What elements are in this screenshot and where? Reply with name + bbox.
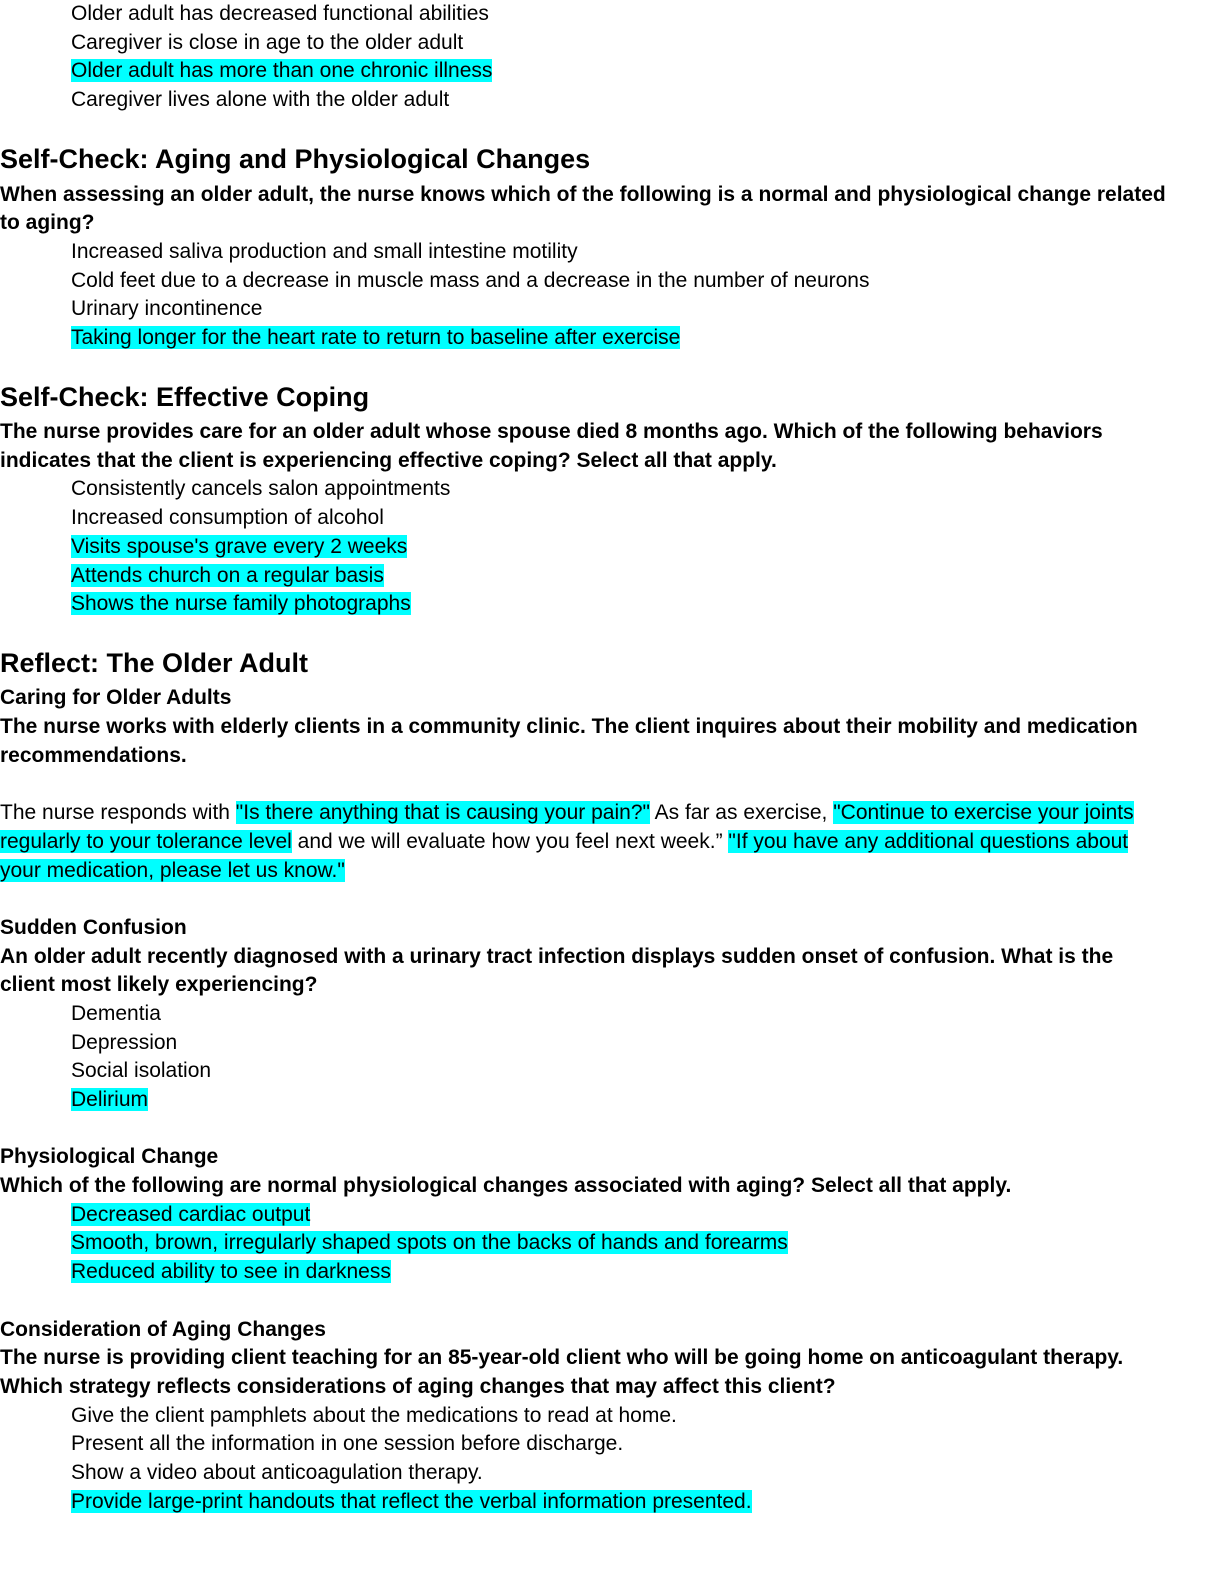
question-text: Which of the following are normal physiological changes associated with aging? Select all that apply.	[0, 1174, 1012, 1197]
response-paragraph: The nurse responds with "Is there anything that is causing your pain?" As far as exercise, "Continue to exercise your joints	[0, 801, 1134, 824]
question-text: recommendations.	[0, 744, 187, 767]
answer-option-correct: Visits spouse's grave every 2 weeks	[71, 535, 408, 558]
section-heading: Self-Check: Effective Coping	[0, 382, 370, 412]
question-text: to aging?	[0, 211, 95, 234]
subsection-heading: Caring for Older Adults	[0, 686, 232, 709]
answer-option-correct: Shows the nurse family photographs	[71, 592, 411, 615]
subsection-heading: Consideration of Aging Changes	[0, 1318, 326, 1341]
answer-option-correct: Smooth, brown, irregularly shaped spots on the backs of hands and forearms	[71, 1231, 788, 1254]
answer-option-correct: Older adult has more than one chronic illness	[71, 59, 493, 82]
answer-option: Social isolation	[71, 1059, 212, 1082]
section-heading: Reflect: The Older Adult	[0, 648, 309, 678]
answer-option: Cold feet due to a decrease in muscle mass and a decrease in the number of neurons	[71, 269, 870, 292]
question-text: Which strategy reflects considerations of aging changes that may affect this client?	[0, 1375, 836, 1398]
answer-option: Give the client pamphlets about the medications to read at home.	[71, 1404, 677, 1427]
question-text: The nurse is providing client teaching for an 85-year-old client who will be going home on anticoagulant therapy.	[0, 1346, 1124, 1369]
answer-option: Caregiver lives alone with the older adult	[71, 88, 450, 111]
answer-option: Urinary incontinence	[71, 297, 263, 320]
answer-option: Increased saliva production and small intestine motility	[71, 240, 578, 263]
question-text: client most likely experiencing?	[0, 973, 318, 996]
section-heading: Self-Check: Aging and Physiological Changes	[0, 144, 591, 174]
answer-option-correct: Attends church on a regular basis	[71, 564, 384, 587]
subsection-heading: Sudden Confusion	[0, 916, 187, 939]
subsection-heading: Physiological Change	[0, 1145, 219, 1168]
answer-option: Older adult has decreased functional abilities	[71, 2, 489, 25]
answer-option: Show a video about anticoagulation therapy.	[71, 1461, 483, 1484]
answer-option-correct: Taking longer for the heart rate to return to baseline after exercise	[71, 326, 681, 349]
answer-option-correct: Reduced ability to see in darkness	[71, 1260, 391, 1283]
answer-option: Dementia	[71, 1002, 161, 1025]
answer-option: Consistently cancels salon appointments	[71, 477, 451, 500]
question-text: The nurse works with elderly clients in a community clinic. The client inquires about their mobility and medication	[0, 715, 1138, 738]
response-paragraph: regularly to your tolerance level and we will evaluate how you feel next week.” "If you have any additional questions about	[0, 830, 1129, 853]
answer-option-correct: Decreased cardiac output	[71, 1203, 311, 1226]
question-text: indicates that the client is experiencing effective coping? Select all that apply.	[0, 449, 777, 472]
answer-option: Caregiver is close in age to the older adult	[71, 31, 464, 54]
answer-option: Present all the information in one session before discharge.	[71, 1432, 624, 1455]
answer-option: Depression	[71, 1031, 178, 1054]
question-text: The nurse provides care for an older adult whose spouse died 8 months ago. Which of the following behaviors	[0, 420, 1103, 443]
question-text: An older adult recently diagnosed with a urinary tract infection displays sudden onset of confusion. What is the	[0, 945, 1114, 968]
answer-option-correct: Provide large-print handouts that reflect the verbal information presented.	[71, 1490, 752, 1513]
answer-option: Increased consumption of alcohol	[71, 506, 384, 529]
response-paragraph: your medication, please let us know."	[0, 859, 345, 882]
answer-option-correct: Delirium	[71, 1088, 149, 1111]
question-text: When assessing an older adult, the nurse knows which of the following is a normal and physiological change related	[0, 183, 1166, 206]
